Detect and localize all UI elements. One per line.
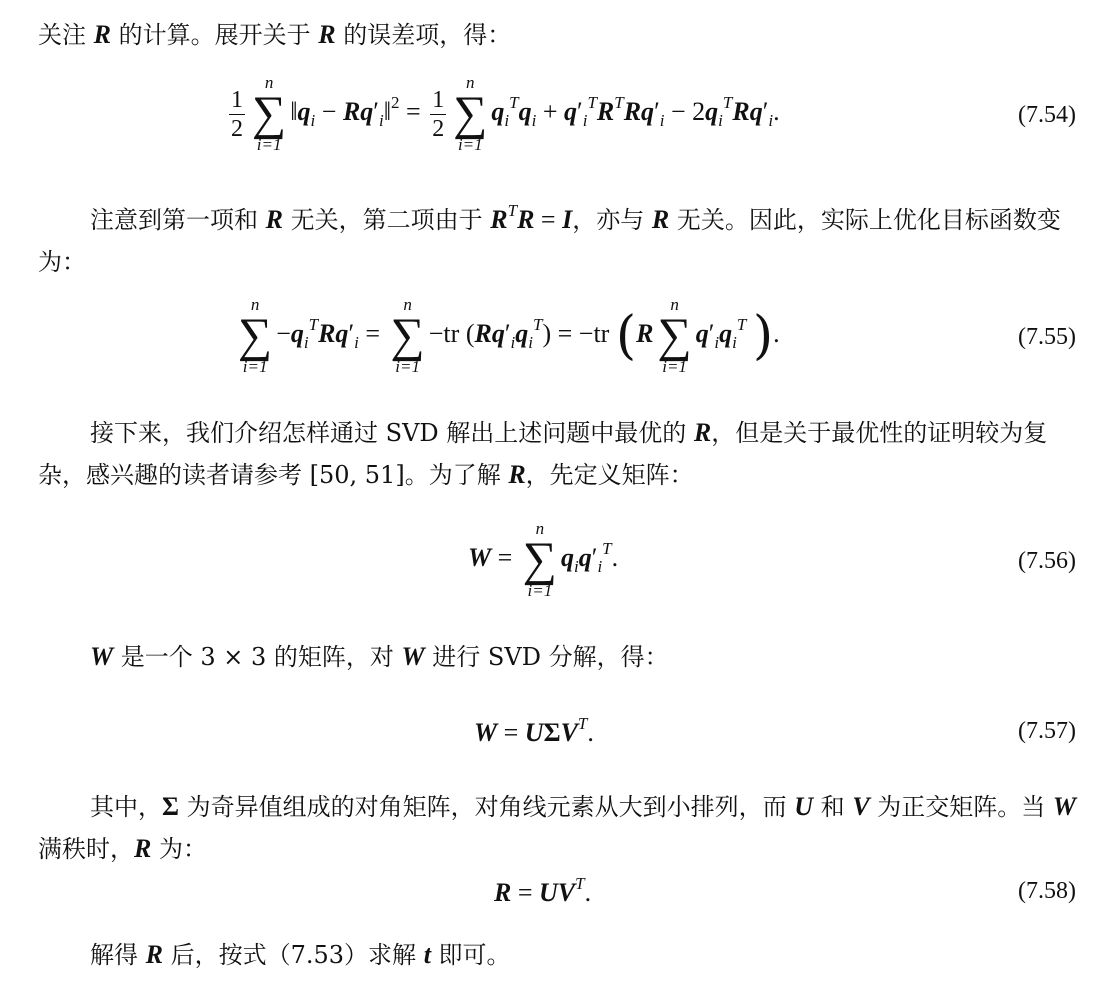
- symbol-W: W: [90, 642, 114, 671]
- text-span: 其中，: [90, 793, 162, 821]
- equation-body: $W = U\Sigma V^T$.: [474, 714, 594, 747]
- text-span: 的计算。展开关于: [110, 21, 319, 49]
- equation-body: n ∑ i=1 $-q_i^TRq'_i$ = n ∑ i=1 −tr $(Rq'_iq_i^T) = -tr$ (R n ∑ i=1 $q'_iq_i^T$ ).: [238, 295, 780, 376]
- paragraph-3: [38, 412, 1078, 496]
- text-span: ，亦与: [572, 206, 652, 234]
- equation-7-55: [0, 296, 1108, 386]
- text-span: 无关，第二项由于: [282, 206, 491, 234]
- paragraph-4: [38, 636, 1078, 678]
- equation-body: $R = UV^T$.: [494, 874, 592, 907]
- summation: n ∑ i=1: [238, 295, 273, 376]
- summation: n ∑ i=1: [252, 73, 287, 154]
- symbol-W: W: [401, 642, 425, 671]
- symbol-V: V: [852, 792, 870, 821]
- inline-formula: $R^TR = I$: [490, 201, 573, 234]
- text-span: 的误差项，得：: [335, 21, 512, 49]
- paragraph-2: [38, 190, 1078, 283]
- text-span: 进行 SVD 分解，得：: [424, 643, 669, 671]
- equation-number: (7.57): [1018, 718, 1076, 744]
- text-span: 是一个 3 × 3 的矩阵，对: [113, 643, 402, 671]
- fraction-half: $\frac{1}{2}$: [432, 86, 445, 142]
- text-span: 为正交矩阵。当: [869, 793, 1053, 821]
- equation-7-58: [0, 874, 1108, 914]
- symbol-R: R: [265, 205, 283, 234]
- text-span: 解得: [90, 941, 146, 969]
- equation-number: (7.54): [1018, 102, 1076, 128]
- paragraph-1: [38, 14, 1078, 56]
- text-span: 后，按式（7.53）求解: [162, 941, 424, 969]
- symbol-R: R: [508, 460, 526, 489]
- symbol-R: R: [693, 418, 712, 447]
- equation-body: W = n ∑ i=1 $q_iq'_i^T$.: [468, 519, 619, 600]
- text-span: 注意到第一项和: [90, 206, 266, 234]
- symbol-R: R: [318, 20, 336, 49]
- paragraph-5: [38, 786, 1078, 870]
- symbol-R: R: [93, 20, 111, 49]
- symbol-U: U: [794, 792, 814, 821]
- text-span: 为奇异值组成的对角矩阵，对角线元素从大到小排列，而: [179, 793, 795, 821]
- text-span: 无关。因此，实际上优化目标函数变为：: [38, 206, 1061, 276]
- symbol-W: W: [1052, 792, 1077, 821]
- symbol-t: t: [423, 940, 431, 969]
- text-span: 满秩时，: [38, 835, 134, 863]
- text-span: 接下来，我们介绍怎样通过 SVD 解出上述问题中最优的: [90, 419, 694, 447]
- text-span: ，先定义矩阵：: [525, 461, 694, 489]
- equation-number: (7.58): [1018, 878, 1076, 904]
- equation-7-56: [0, 520, 1108, 610]
- summation: n ∑ i=1: [657, 295, 692, 376]
- equation-number: (7.56): [1018, 548, 1076, 574]
- text-span: ，但是关于最优性的证明较为复杂，感兴趣的读者请参考 [50, 51]。为了解: [38, 419, 1048, 489]
- equation-7-57: [0, 714, 1108, 754]
- symbol-R: R: [651, 205, 670, 234]
- summation: n ∑ i=1: [522, 519, 558, 600]
- symbol-Sigma: Σ: [162, 792, 179, 821]
- text-span: 为：: [151, 835, 207, 863]
- text-span: 关注: [38, 21, 94, 49]
- text-span: 和: [813, 793, 853, 821]
- summation: n ∑ i=1: [390, 295, 425, 376]
- equation-body: $\frac{1}{2}$ n ∑ i=1 $‖q_i$ − $Rq'_i‖^2$ = $\frac{1}{2}$ n ∑ i=1 $q_i^Tq_i + q'_i^TR^TRq'_i - 2q_i^TRq'_i$.: [231, 73, 780, 154]
- fraction-half: $\frac{1}{2}$: [231, 86, 243, 142]
- symbol-R: R: [134, 834, 152, 863]
- equation-7-54: [0, 74, 1108, 164]
- symbol-R: R: [145, 940, 163, 969]
- text-span: 即可。: [430, 941, 511, 969]
- paragraph-6: [38, 934, 1078, 976]
- equation-number: (7.55): [1018, 324, 1076, 350]
- summation: n ∑ i=1: [453, 73, 488, 154]
